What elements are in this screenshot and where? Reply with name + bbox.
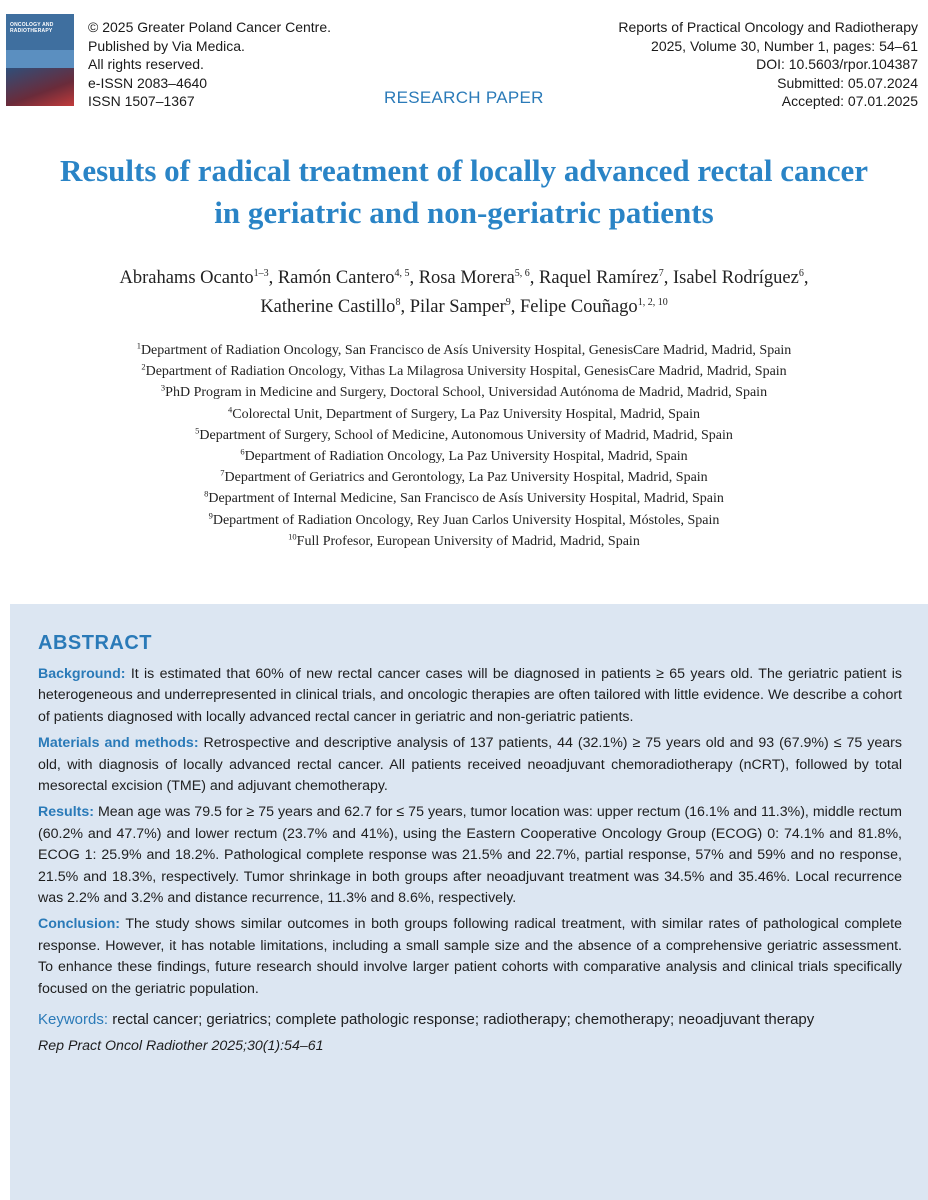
author-name: Katherine Castillo [260,297,396,317]
section-label: Results: [38,804,94,821]
paper-type-label: RESEARCH PAPER [384,88,544,107]
author-list [0,264,928,322]
eissn-line: e-ISSN 2083–4640 [88,74,208,91]
cover-title-line: ONCOLOGY AND [10,22,54,28]
section-label: Conclusion: [38,916,120,933]
author-affiliation-ref: 7 [658,267,664,279]
author-line-2: Katherine Castillo$^8$, Pilar Samper$^9$, Felipe Couñago$^{1, 2, 10}$ [260,296,668,317]
affiliation-item: $^2$Department of Radiation Oncology, Vithas La Milagrosa University Hospital, GenesisCare Madrid, Madrid, Spain [141,361,787,380]
doi-line[interactable]: DOI: 10.5603/rpor.104387 [756,56,918,72]
citation: Rep Pract Oncol Radiother 2025;30(1):54–61 [38,1038,324,1055]
publisher-line: Published by Via Medica. [88,37,245,54]
author-name: Rosa Morera [418,268,515,288]
keywords-label: Keywords: [38,1011,109,1029]
affiliation-item: $^7$Department of Geriatrics and Gerontology, La Paz University Hospital, Madrid, Spain [220,467,708,486]
affiliation-item: $^9$Department of Radiation Oncology, Rey Juan Carlos University Hospital, Móstoles, Spain [208,509,720,528]
abstract-results: Results: Mean age was 79.5 for ≥ 75 years and 62.7 for ≤ 75 years, tumor location was: upper rectum (16.1% and 11.3%), middle rectum (60.2% and 47.7%) and lower rectum (23.7% and 41%), using the Eastern Cooperative Oncology Group (ECOG) 0: 74.1% and 81.8%, ECOG 1: 25.9% and 18.2%. Pathological complete response was 21.5% and 22.7%, partial response, 57% and 59% and no response, 21.5% and 18.3%, respectively. Tumor shrinkage in both groups after neoadjuvant treatment was 34.5% and 35.46%. Local recurrence was 2.2% and 3.2% and distance recurrence, 11.3% and 8.6%, respectively. [38,804,902,907]
author-name: Isabel Rodríguez [673,268,799,288]
publisher-info [88,18,331,111]
author-name: Abrahams Ocanto [119,268,254,288]
keywords: Keywords: rectal cancer; geriatrics; complete pathologic response; radiotherapy; chemotherapy; neoadjuvant therapy [38,1011,815,1029]
affiliation-item: $^4$Colorectal Unit, Department of Surgery, La Paz University Hospital, Madrid, Spain [228,403,700,422]
journal-info [618,18,918,111]
copyright-line: © 2025 Greater Poland Cancer Centre. [88,19,332,35]
issn-line: ISSN 1507–1367 [88,93,195,109]
author-line-1: Abrahams Ocanto$^{1-3}$, Ramón Cantero$^{4, 5}$, Rosa Morera$^{5, 6}$, Raquel Ramírez$^7$, Isabel Rodríguez$^6$, [119,267,809,288]
article-title [0,150,928,234]
cover-artwork [6,68,74,106]
affiliation-item: $^1$Department of Radiation Oncology, San Francisco de Asís University Hospital, GenesisCare Madrid, Madrid, Spain [136,340,792,358]
title-line-1: Results of radical treatment of locally advanced rectal cancer [59,153,869,188]
affiliation-item: $^{10}$Full Profesor, European University of Madrid, Madrid, Spain [288,531,640,549]
abstract-background: Background: It is estimated that 60% of new rectal cancer cases will be diagnosed in patients ≥ 65 years old. The geriatric patient is heterogeneous and underrepresented in clinical trials, and oncologic therapies are often tailored with little evidence. We describe a cohort of patients diagnosed with locally advanced rectal cancer in geriatric and non-geriatric patients. [38,666,902,725]
author-name: Felipe Couñago [520,297,638,317]
abstract-conclusion: Conclusion: The study shows similar outcomes in both groups following radical treatment, with similar rates of pathological complete response. However, it has notable limitations, including a small sample size and the absence of a comprehensive geriatric assessment. To enhance these findings, future research should involve larger patient cohorts with comparative analysis and clinical trials specifically focused on the geriatric population. [38,916,902,997]
rights-line: All rights reserved. [88,56,204,72]
author-name: Raquel Ramírez [539,268,659,288]
author-affiliation-ref: 6 [798,267,804,279]
affiliation-item: $^6$Department of Radiation Oncology, La Paz University Hospital, Madrid, Spain [240,446,688,465]
author-affiliation-ref: 5, 6 [514,267,530,279]
author-affiliation-ref: 4, 5 [394,267,410,279]
affiliation-item: $^8$Department of Internal Medicine, San Francisco de Asís University Hospital, Madrid, Spain [204,488,724,507]
journal-cover-image [6,14,74,106]
abstract-methods: Materials and methods: Retrospective and descriptive analysis of 137 patients, 44 (32.1%) ≥ 75 years old and 93 (67.9%) ≤ 75 years old, with diagnosis of locally advanced rectal cancer. All patients received neoadjuvant chemoradiotherapy (nCRT), followed by total mesorectal excision (TME) and adjuvant chemotherapy. [38,735,902,795]
cover-band [6,50,74,70]
cover-title-line: RADIOTHERAPY [10,28,53,34]
author-affiliation-ref: 9 [505,296,511,308]
author-name: Pilar Samper [409,297,506,317]
abstract-panel [10,604,928,1200]
author-affiliation-ref: 1–3 [253,267,269,279]
section-label: Background: [38,666,126,682]
abstract-heading: ABSTRACT [38,632,152,654]
accepted-date: Accepted: 07.01.2025 [781,93,918,109]
section-label: Materials and methods: [38,735,199,752]
submitted-date: Submitted: 05.07.2024 [777,74,918,91]
volume-pages: 2025, Volume 30, Number 1, pages: 54–61 [651,37,918,54]
author-affiliation-ref: 8 [395,296,401,308]
author-affiliation-ref: 1, 2, 10 [637,296,668,308]
affiliation-item: $^3$PhD Program in Medicine and Surgery, Doctoral School, Universidad Autónoma de Madrid, Madrid, Spain [160,382,768,401]
abstract-body [38,664,902,1063]
affiliation-item: $^5$Department of Surgery, School of Medicine, Autonomous University of Madrid, Madrid, Spain [195,425,733,443]
affiliation-list [0,340,928,552]
author-name: Ramón Cantero [277,268,395,288]
cover-journal-title [10,22,54,34]
journal-name: Reports of Practical Oncology and Radiotherapy [618,19,918,35]
title-line-2: in geriatric and non-geriatric patients [214,195,714,230]
